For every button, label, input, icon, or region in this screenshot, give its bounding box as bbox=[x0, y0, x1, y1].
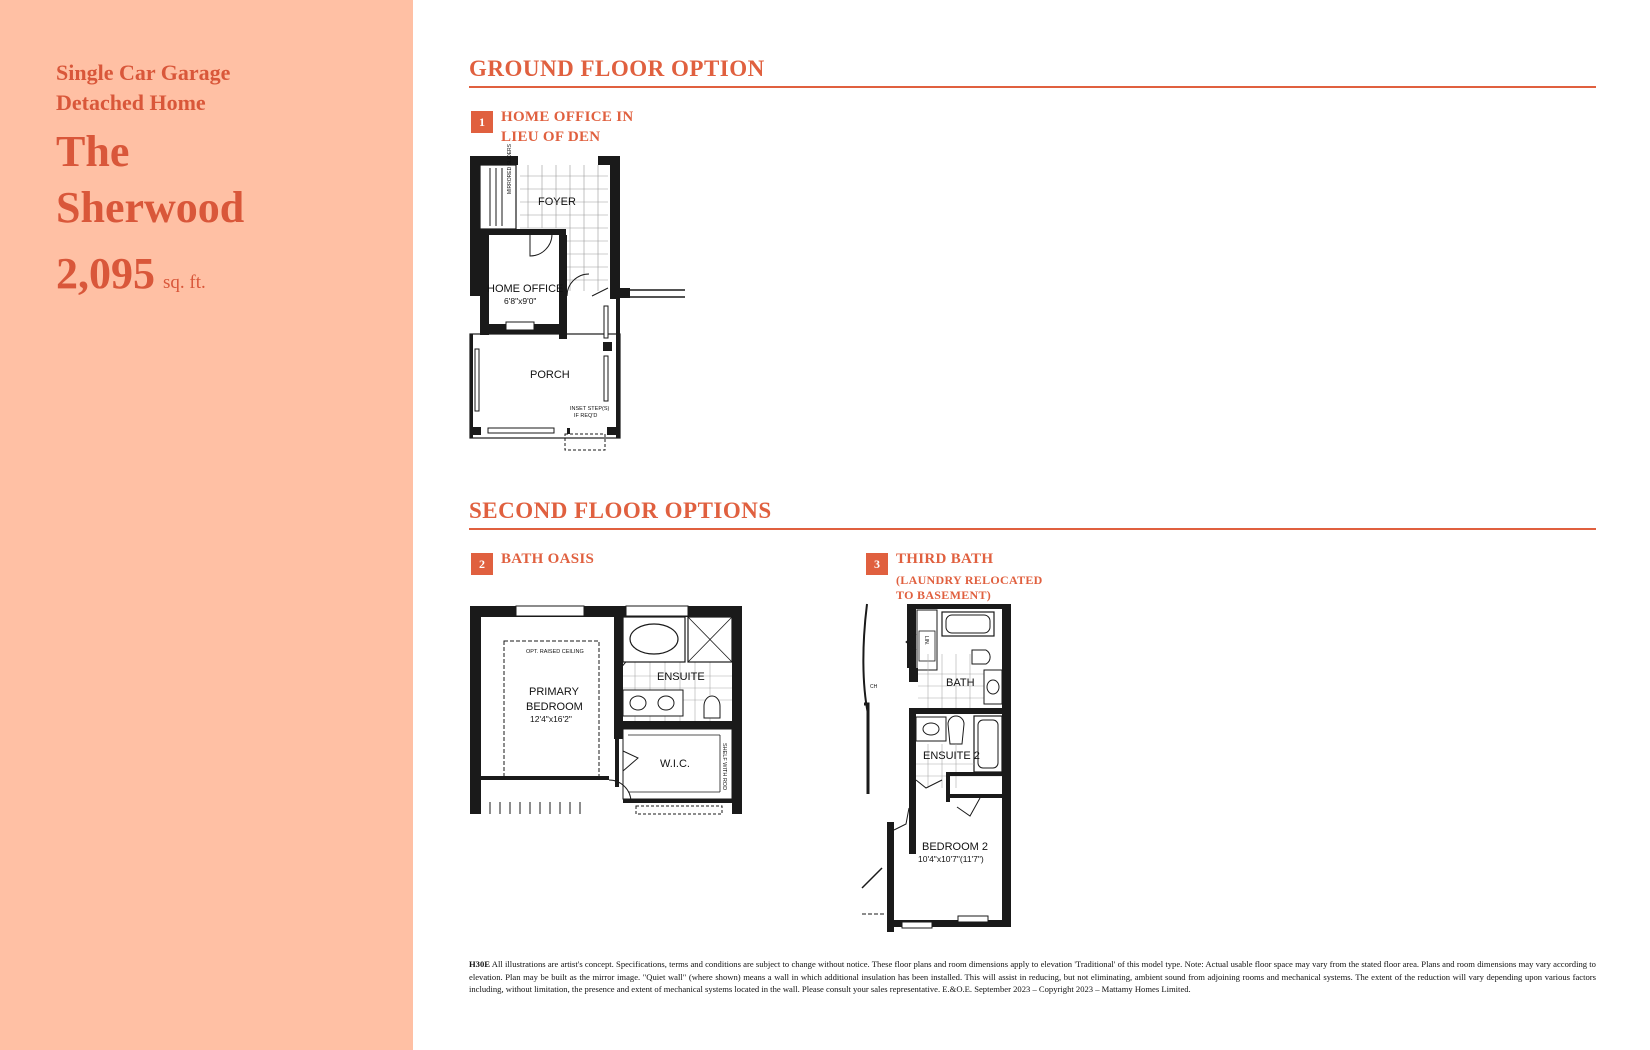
bath-label: BATH bbox=[946, 677, 975, 689]
option-3-note-line1: (LAUNDRY RELOCATED bbox=[896, 573, 1043, 587]
linen-label: LIN. bbox=[923, 636, 929, 646]
model-name bbox=[56, 124, 244, 236]
option-1-label-line2: LIEU OF DEN bbox=[501, 129, 601, 145]
disclaimer bbox=[469, 958, 1596, 996]
ground-floor-title: GROUND FLOOR OPTION bbox=[469, 56, 765, 81]
sidebar-panel bbox=[0, 0, 413, 1050]
home-office-label: HOME OFFICE bbox=[487, 283, 564, 295]
option-1-label bbox=[501, 107, 634, 147]
ensuite-2-label: ENSUITE 2 bbox=[923, 750, 980, 762]
wall bbox=[610, 288, 630, 298]
home-type: Detached Home bbox=[56, 90, 206, 115]
bath-oasis-plan bbox=[470, 606, 742, 816]
porch-label: PORCH bbox=[530, 369, 570, 381]
ch-label: CH bbox=[870, 684, 878, 690]
third-bath-plan bbox=[862, 604, 1022, 934]
wall bbox=[610, 156, 620, 299]
second-floor-rule bbox=[469, 528, 1596, 530]
wic-label: W.I.C. bbox=[660, 758, 690, 770]
sqft-unit: sq. ft. bbox=[163, 272, 206, 293]
primary-bedroom-label-1: PRIMARY bbox=[529, 686, 579, 698]
square-footage bbox=[56, 248, 206, 299]
model-name-line2: Sherwood bbox=[56, 183, 245, 232]
option-3-label: THIRD BATH bbox=[896, 551, 994, 567]
raised-ceiling-label: OPT. RAISED CEILING bbox=[526, 649, 584, 655]
foyer-label: FOYER bbox=[538, 196, 576, 208]
option-1-label-line1: HOME OFFICE IN bbox=[501, 109, 634, 125]
primary-bedroom-label-2: BEDROOM bbox=[526, 701, 583, 713]
inset-step-label-1: INSET STEP(S) bbox=[570, 406, 610, 412]
primary-bedroom-dimensions: 12'4"x16'2" bbox=[530, 714, 572, 724]
bedroom-2-dimensions: 10'4"x10'7"(11'7") bbox=[918, 854, 984, 864]
ground-floor-plan bbox=[470, 143, 690, 438]
model-name-line1: The bbox=[56, 127, 130, 176]
disclaimer-text: All illustrations are artist's concept. Specifications, terms and conditions are subject to change without notice. These floor plans and room dimensions apply to elevation 'Traditional' of this model type. Note: Actual usable floor space may vary from the stated floor area. Plans and room dimensions may vary according to elevation. Plan may be built as the mirror image. "Quiet wall" (where shown) means a wall in which additional insulation has been installed. This will assist in reducing, but not eliminating, ambient sound from adjoining rooms and mechanical systems. The extent of the reduction will vary depending upon various factors including, without limitation, the presence and extent of mechanical systems located in the wall. Please consult your sales representative. E.&O.E. September 2023 – Copyright 2023 – Mattamy Homes Limited. bbox=[469, 959, 1596, 994]
option-2-badge: 2 bbox=[471, 553, 493, 575]
option-3-note bbox=[896, 573, 1043, 603]
home-office-dimensions: 6'8"x9'0" bbox=[504, 296, 537, 306]
inset-step-label-2: IF REQ'D bbox=[574, 413, 598, 419]
wall bbox=[470, 156, 480, 296]
option-3-note-line2: TO BASEMENT) bbox=[896, 588, 992, 602]
mirrored-sliders-label: MIRRORED SLIDERS bbox=[507, 143, 513, 194]
sqft-value: 2,095 bbox=[56, 249, 155, 298]
ground-floor-rule bbox=[469, 86, 1596, 88]
wall bbox=[598, 156, 620, 165]
disclaimer-code: H30E bbox=[469, 959, 491, 969]
option-3-badge: 3 bbox=[866, 553, 888, 575]
shelf-rod-label: SHELF WITH ROD bbox=[721, 743, 727, 791]
garage-type: Single Car Garage bbox=[56, 60, 231, 85]
ensuite-label: ENSUITE bbox=[657, 671, 705, 683]
bedroom-2-label: BEDROOM 2 bbox=[922, 841, 989, 853]
option-1-badge: 1 bbox=[471, 111, 493, 133]
option-2-label: BATH OASIS bbox=[501, 551, 595, 567]
second-floor-title: SECOND FLOOR OPTIONS bbox=[469, 498, 772, 523]
